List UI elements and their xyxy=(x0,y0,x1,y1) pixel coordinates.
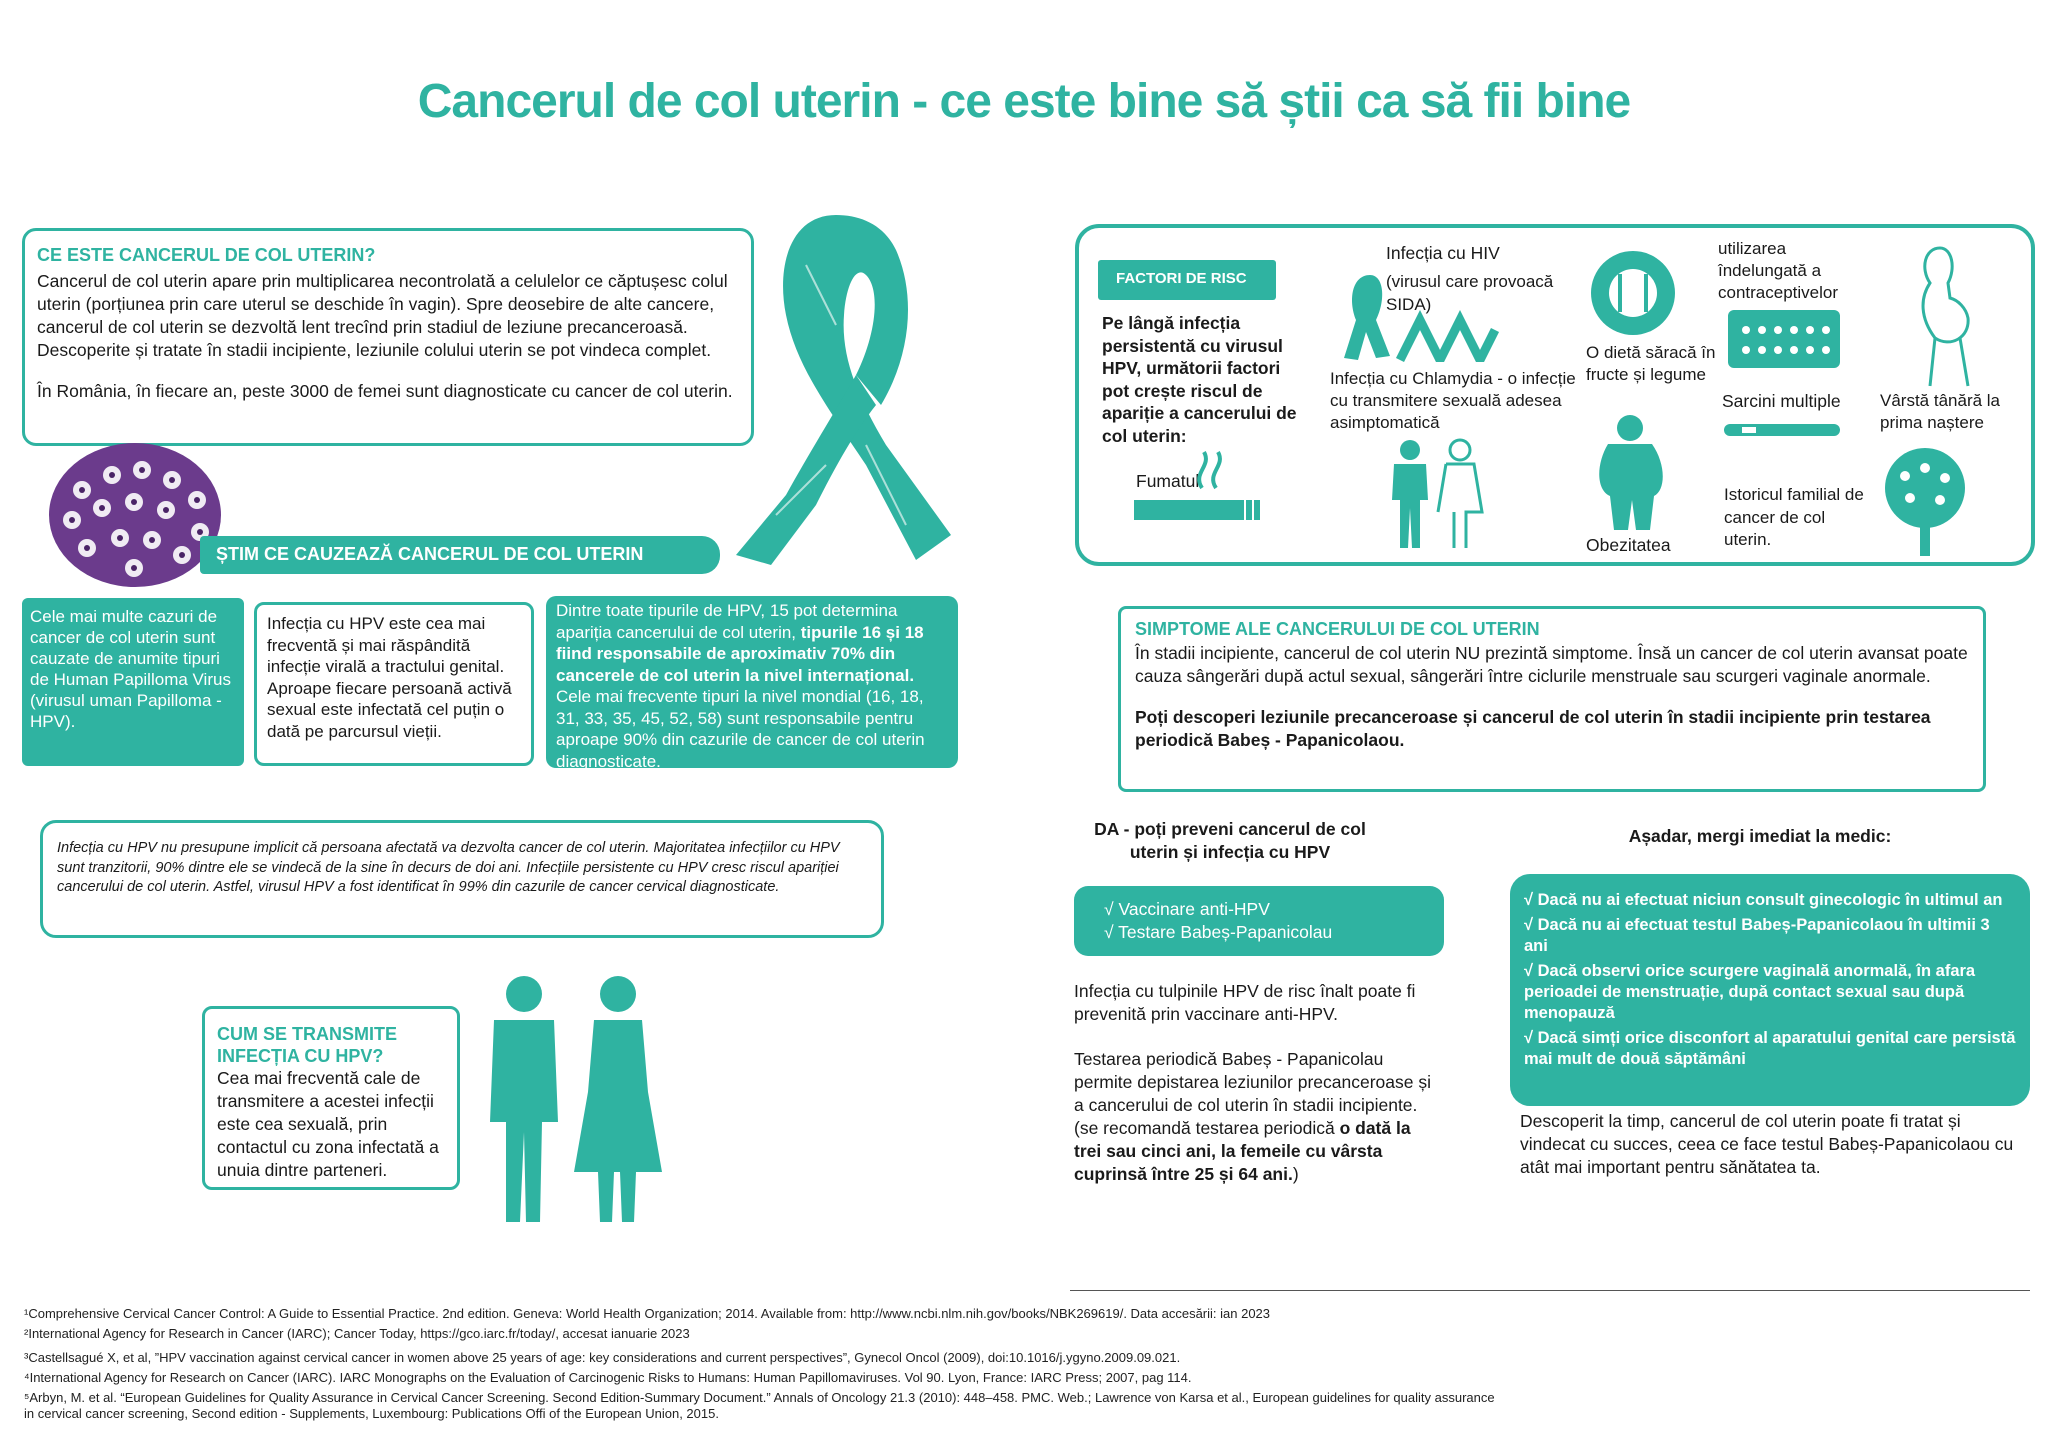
doctor-item-2: √ Dacă nu ai efectuat testul Babeș-Papanicolaou în ultimii 3 ani xyxy=(1524,916,1990,955)
plate-icon xyxy=(1588,248,1678,338)
hpv-note-box xyxy=(40,820,884,938)
causes-heading-bar xyxy=(200,536,720,574)
what-is-p2: În România, în fiecare an, peste 3000 de femei sunt diagnosticate cu cancer de col uterin. xyxy=(37,381,733,401)
causes-box-2 xyxy=(254,602,534,766)
hpv-note-text: Infecția cu HPV nu presupune implicit că persoana afectată va dezvolta cancer de col uterin. Majoritatea infecțiilor cu HPV sunt tranzitorii, 90% dintre ele se vindecă de la sine în decurs de doi ani. Infecțiile persistente cu HPV cresc riscul apariției cancerului de col uterin. Astfel, virusul HPV a fost identificat în 99% din cazurile de cancer cervical diagnosticate. xyxy=(57,840,840,895)
risk-tag xyxy=(1098,260,1276,300)
causes-box-3-b: tipurile 16 și 18 fiind responsabile de aproximativ 70% din cancerele de col uterin la nivel internațional. xyxy=(556,622,924,685)
transmit-text: Cea mai frecventă cale de transmitere a acestei infecții este cea sexuală, prin contactul cu zona infectată a unuia dintre parteneri. xyxy=(217,1068,439,1180)
risk-tag-label: FACTORI DE RISC xyxy=(1116,270,1247,287)
causes-box-1 xyxy=(22,598,244,766)
prevent-item-2: √ Testare Babeș-Papanicolau xyxy=(1104,922,1333,942)
symptoms-heading: SIMPTOME ALE CANCERULUI DE COL UTERIN xyxy=(1135,619,1540,639)
footer-divider xyxy=(1070,1290,2030,1291)
causes-box-2-text: Infecția cu HPV este cea mai frecventă și mai răspândită infecție virală a tractului genital. Aproape fiecare persoană activă sexual este infectată cel puțin o dată pe parcursul vieții. xyxy=(267,614,512,741)
causes-box-1-text: Cele mai multe cazuri de cancer de col uterin sunt cauzate de anumite tipuri de Human Papilloma Virus (virusul uman Papilloma - HPV). xyxy=(30,607,231,731)
doctor-box xyxy=(1510,874,2030,1106)
page-title: Cancerul de col uterin - ce este bine să știi ca să fii bine xyxy=(417,75,1631,128)
risk-contraceptive: utilizarea îndelungată a contraceptivelor xyxy=(1718,239,1839,302)
prevent-p2-c: o dată la trei sau cinci ani, la femeile cu vârsta cuprinsă între 25 și 64 ani. xyxy=(1074,1118,1411,1184)
symptoms-p2: Poți descoperi leziunile precanceroase și cancerul de col uterin în stadii incipiente prin testarea periodică Babeș - Papanicolaou. xyxy=(1135,707,1931,750)
pregnant-woman-icon xyxy=(1890,238,2010,388)
family-tree-icon xyxy=(1870,446,1980,560)
causes-box-3 xyxy=(546,596,958,771)
pregnancy-test-icon xyxy=(1722,420,1842,440)
risk-intro: Pe lângă infecția persistentă cu virusul HPV, următorii factori pot crește riscul de apariție a cancerului de col uterin: xyxy=(1102,313,1297,446)
prevent-item-1: √ Vaccinare anti-HPV xyxy=(1104,899,1270,919)
what-is-box xyxy=(22,228,754,446)
doctor-closing: Descoperit la timp, cancerul de col uterin poate fi tratat și vindecat cu succes, ceea ce face testul Babeș-Papanicolaou cu atât mai important pentru sănătatea ta. xyxy=(1520,1111,2014,1177)
prevent-p2 xyxy=(1074,1048,1434,1186)
risk-hiv-sub: (virusul care provoacă SIDA) xyxy=(1386,272,1554,314)
prevent-box xyxy=(1074,886,1444,956)
doctor-item-1: √ Dacă nu ai efectuat niciun consult ginecologic în ultimul an xyxy=(1524,891,2003,909)
risk-hiv: Infecția cu HIV xyxy=(1386,243,1500,263)
children-icon xyxy=(1380,438,1490,550)
cigarette-icon xyxy=(1132,448,1262,524)
causes-box-3-a: Dintre toate tipurile de HPV, 15 pot determina apariția cancerului de col uterin, xyxy=(556,601,898,642)
couple-illustration xyxy=(476,972,666,1232)
prevent-p2-b: (se recomandă testarea periodică xyxy=(1074,1118,1335,1138)
footnote-4: ⁴International Agency for Research on Cancer (IARC). IARC Monographs on the Evaluation of Carcinogenic Risks to Humans: Human Papillomaviruses. Vol 90. Lyon, France: IARC Press; 2007, pag 114. xyxy=(24,1370,1192,1385)
what-is-heading: CE ESTE CANCERUL DE COL UTERIN? xyxy=(37,245,376,265)
risk-age: Vârstă tânără la prima naștere xyxy=(1880,391,2001,432)
pills-icon xyxy=(1726,308,1842,370)
risk-chlamydia: Infecția cu Chlamydia - o infecție cu transmitere sexuală adesea asimptomatică xyxy=(1330,369,1576,432)
prevent-p2-a: Testarea periodică Babeș - Papanicolau permite depistarea leziunilor precanceroase și a cancerului de col uterin în stadii incipiente. xyxy=(1074,1049,1431,1115)
footnote-5: ⁵Arbyn, M. et al. “European Guidelines for Quality Assurance in Cervical Cancer Screening. Second Edition-Summary Document.” Annals of Oncology 21.3 (2010): 448–458. PMC. Web.; Lawrence von Karsa et al., European guidelines for quality assurance in cervical cancer screening, Second edition - Supplements, Luxembourg: Publications Offi of the European Union, 2015. xyxy=(24,1390,1495,1421)
risk-obesity: Obezitatea xyxy=(1586,535,1671,555)
prevent-p2-d: ) xyxy=(1292,1164,1299,1184)
risk-smoking: Fumatul xyxy=(1136,471,1200,491)
symptoms-box xyxy=(1118,606,1986,792)
what-is-p1: Cancerul de col uterin apare prin multiplicarea necontrolată a celulelor ce căptușesc colul uterin (porțiunea prin care uterul se deschide în vagin). Spre deosebire de alte cancere, cancerul de col uterin se dezvoltă lent trecînd prin stadiul de leziune precanceroasă. Descoperite și tratate în stadii incipiente, leziunile colului uterin se pot vindeca complet. xyxy=(37,271,728,360)
prevent-p1: Infecția cu tulpinile HPV de risc înalt poate fi prevenită prin vaccinare anti-HPV. xyxy=(1074,981,1416,1024)
prevent-heading: DA - poți preveni cancerul de col uterin și infecția cu HPV xyxy=(1094,819,1366,862)
transmit-box xyxy=(202,1006,460,1190)
causes-box-3-c: Cele mai frecvente tipuri la nivel mondial (16, 18, 31, 33, 35, 45, 52, 58) sunt responsabile pentru aproape 90% din cazurile de cancer de col uterin diagnosticate. xyxy=(556,687,925,771)
awareness-ribbon-icon xyxy=(716,205,956,570)
causes-heading: ȘTIM CE CAUZEAZĂ CANCERUL DE COL UTERIN xyxy=(216,544,644,564)
footnote-3: ³Castellsagué X, et al, ”HPV vaccination against cervical cancer in women above 25 years of age: key considerations and current perspectives”, Gynecol Oncol (2009), doi:10.1016/j.ygyno.2009.09.021. xyxy=(24,1350,1181,1365)
footnote-2: ²International Agency for Research in Cancer (IARC); Cancer Today, https://gco.iarc.fr/today/, accesat ianuarie 2023 xyxy=(24,1326,690,1341)
doctor-item-3: √ Dacă observi orice scurgere vaginală anormală, în afara perioadei de menstruație, după contact sexual sau după menopauză xyxy=(1524,962,1976,1022)
hiv-ribbon-icon xyxy=(1340,270,1500,362)
transmit-heading: CUM SE TRANSMITE INFECȚIA CU HPV? xyxy=(217,1024,397,1066)
obesity-icon xyxy=(1592,414,1668,532)
risk-family: Istoricul familial de cancer de col uterin. xyxy=(1724,485,1864,549)
footnote-1: ¹Comprehensive Cervical Cancer Control: A Guide to Essential Practice. 2nd edition. Geneva: World Health Organization; 2014. Available from: http://www.ncbi.nlm.nih.gov/books/NBK269619/. Data accesării: ian 2023 xyxy=(24,1306,1271,1321)
risk-pregnancies: Sarcini multiple xyxy=(1722,391,1841,411)
symptoms-p1: În stadii incipiente, cancerul de col uterin NU prezintă simptome. Însă un cancer de col uterin avansat poate cauza sângerări după actul sexual, sângerări între ciclurile menstruale sau scurgeri vaginale anormale. xyxy=(1135,643,1968,686)
doctor-item-4: √ Dacă simți orice disconfort al aparatului genital care persistă mai mult de două săptămâni xyxy=(1524,1029,2016,1068)
doctor-heading: Așadar, mergi imediat la medic: xyxy=(1628,826,1892,846)
risk-diet: O dietă săracă în fructe și legume xyxy=(1586,343,1716,384)
